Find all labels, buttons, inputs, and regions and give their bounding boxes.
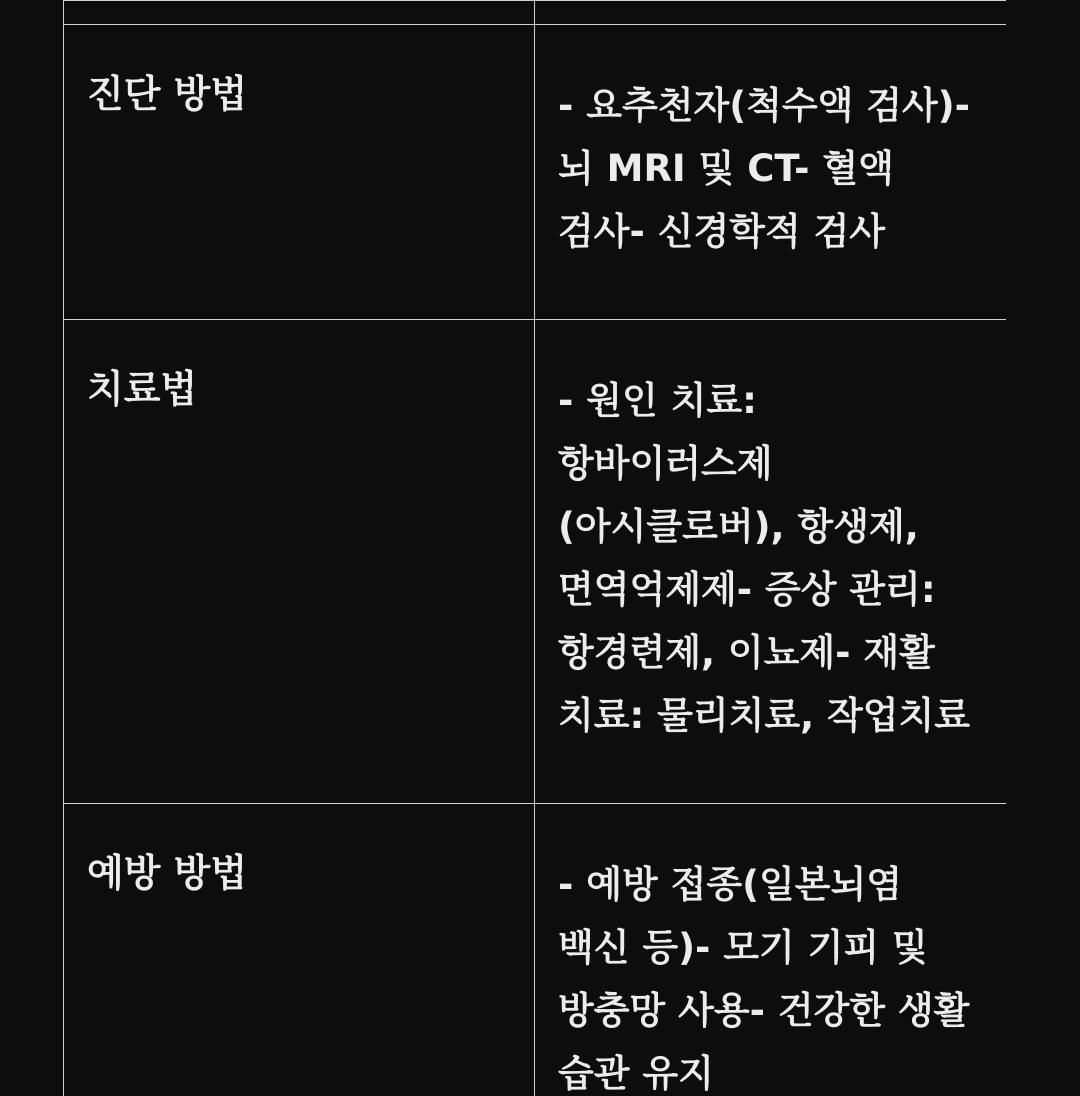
bold-term-cause-treatment: 원인 치료 [586, 379, 743, 422]
text-segment: : 항바이러스제(아시클로버), 항생제, 면역억제제- [558, 379, 919, 611]
table-row-treatment [64, 320, 1007, 804]
text-segment: - [558, 379, 587, 422]
row-label-prevention: 예방 방법 [87, 851, 248, 895]
table-row-diagnosis [64, 25, 1007, 320]
table-cell-label [64, 25, 535, 320]
table-cell-content [535, 1, 1007, 25]
text-segment: : 물리치료, 작업치료 [629, 694, 971, 737]
bold-term-rehabilitation: 재활 치료 [558, 631, 935, 737]
table-row-prevention [64, 804, 1007, 1096]
row-content-diagnosis: - 요추천자(척수액 검사)- 뇌 MRI 및 CT- 혈액 검사- 신경학적 검사 [558, 84, 970, 253]
row-label-treatment: 치료법 [87, 367, 198, 411]
table-cell-label [64, 804, 535, 1096]
table-row-partial [64, 1, 1007, 25]
table-cell-label [64, 1, 535, 25]
table-cell-content [535, 320, 1007, 804]
table-cell-content [535, 804, 1007, 1096]
info-table [63, 0, 1006, 1096]
row-label-diagnosis: 진단 방법 [87, 72, 248, 116]
info-table-container [63, 0, 1006, 1096]
row-content-prevention: - 예방 접종(일본뇌염 백신 등)- 모기 기피 및 방충망 사용- 건강한 생활 습관 유지 [558, 863, 970, 1095]
text-segment: : 항경련제, 이뇨제- [558, 568, 936, 674]
table-cell-label [64, 320, 535, 804]
row-content-treatment [558, 369, 984, 747]
bold-term-symptom-management: 증상 관리 [764, 568, 921, 611]
table-cell-content [535, 25, 1007, 320]
